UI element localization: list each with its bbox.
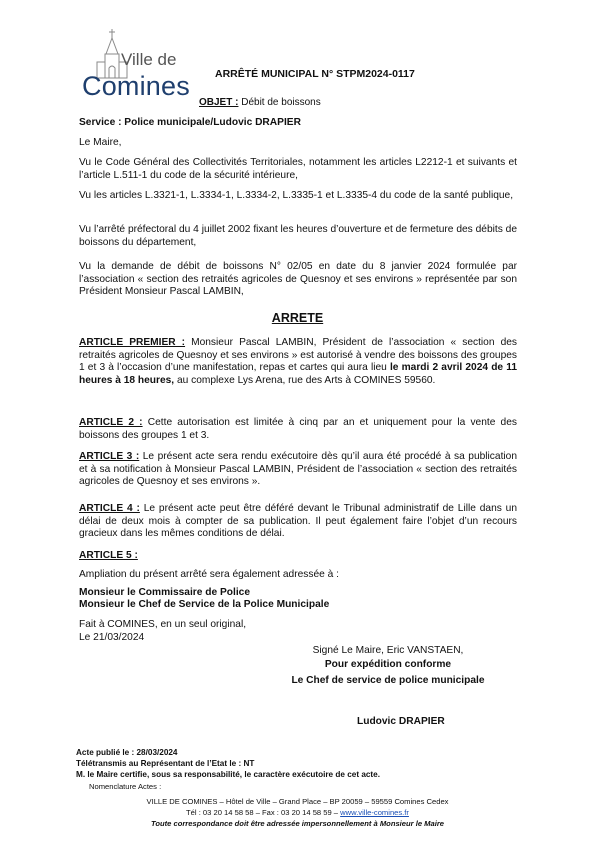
recipient: Monsieur le Chef de Service de la Police Municipale xyxy=(79,599,330,610)
ampliation-line: Ampliation du présent arrêté sera également adressée à : xyxy=(79,569,339,580)
footer-tel: Tél : 03 20 14 58 58 – Fax : 03 20 14 58 59 – xyxy=(186,808,341,817)
signature-name: Ludovic DRAPIER xyxy=(357,716,445,727)
vu-paragraph: Vu le Code Général des Collectivités Territoriales, notamment les articles L2212-1 et suivants et l’article L.511-1 du code de la sécurité intérieure, xyxy=(79,157,517,181)
salutation: Le Maire, xyxy=(79,137,122,148)
logo-ville-text: Ville de xyxy=(121,50,177,69)
article-2 xyxy=(79,417,517,442)
signature-signe: Signé Le Maire, Eric VANSTAEN, xyxy=(312,645,464,656)
footer-publie: Acte publié le : 28/03/2024 xyxy=(76,748,178,757)
logo-comines-text: Comines xyxy=(82,71,190,101)
arrete-heading: ARRETE xyxy=(271,311,324,325)
recipient: Monsieur le Commissaire de Police xyxy=(79,587,250,598)
article-5 xyxy=(79,550,517,563)
article-4 xyxy=(79,503,517,541)
article-1-label: ARTICLE PREMIER : xyxy=(79,337,186,348)
footer-certifie: M. le Maire certifie, sous sa responsabilité, le caractère exécutoire de cet acte. xyxy=(76,770,380,779)
footer-correspondance: Toute correspondance doit être adressée impersonnellement à Monsieur le Maire xyxy=(150,819,444,828)
signature-chef: Le Chef de service de police municipale xyxy=(291,675,485,686)
objet-label: OBJET : xyxy=(199,97,239,108)
article-1-text: Monsieur Pascal LAMBIN, Président de l’association « section des retraités agricoles de Quesnoy et ses environs » est autorisé à vendre des boissons des groupes 1 et 3 à l’occasion d’une manifestation, repas et cartes qui aura lieu xyxy=(79,337,517,374)
vu-paragraph: Vu l’arrêté préfectoral du 4 juillet 2002 fixant les heures d’ouverture et de fermeture des débits de boissons du département, xyxy=(79,224,517,248)
fait-line: Fait à COMINES, en un seul original, xyxy=(79,619,247,630)
vu-paragraph: Vu la demande de débit de boissons N° 02/05 en date du 8 janvier 2024 formulée par l’association « section des retraités agricoles de Quesnoy et ses environs » représentée par son Président Monsieur Pascal LAMBIN, xyxy=(79,261,517,298)
document-title: ARRÊTÉ MUNICIPAL N° STPM2024-0117 xyxy=(215,68,415,80)
article-2-label: ARTICLE 2 : xyxy=(79,417,143,428)
vu-paragraph: Vu les articles L.3321-1, L.3334-1, L.3334-2, L.3335-1 et L.3335-4 du code de la santé publique, xyxy=(79,190,514,201)
footer-address: VILLE DE COMINES – Hôtel de Ville – Grand Place – BP 20059 – 59559 Comines Cedex xyxy=(146,797,449,806)
article-1-date: le mardi 2 avril 2024 de 11 heures à 18 heures, xyxy=(79,362,517,386)
service-line: Service : Police municipale/Ludovic DRAPIER xyxy=(79,117,301,128)
footer-teletransmis: Télétransmis au Représentant de l’Etat le : NT xyxy=(76,759,255,768)
article-5-label: ARTICLE 5 : xyxy=(79,550,138,561)
comines-logo xyxy=(80,28,195,108)
article-4-label: ARTICLE 4 : xyxy=(79,503,140,514)
article-4-text: Le présent acte peut être déféré devant le Tribunal administratif de Lille dans un délai de deux mois à compter de sa publication. Il peut également faire l’objet d’un recours gracieux dans les mêmes conditions de délai. xyxy=(79,503,517,540)
article-1-text-end: au complexe Lys Arena, rue des Arts à COMINES 59560. xyxy=(174,374,436,386)
objet-line xyxy=(199,97,321,110)
footer-nomenclature: Nomenclature Actes : xyxy=(89,782,162,791)
signature-pour: Pour expédition conforme xyxy=(324,659,452,670)
article-2-text: Cette autorisation est limitée à cinq par an et uniquement pour la vente des boissons des groupes 1 et 3. xyxy=(79,417,517,441)
objet-text: Débit de boissons xyxy=(238,97,321,108)
date-line: Le 21/03/2024 xyxy=(79,632,145,643)
article-3 xyxy=(79,451,517,489)
footer-contact xyxy=(0,808,595,818)
article-3-label: ARTICLE 3 : xyxy=(79,451,140,462)
article-3-text: Le présent acte sera rendu exécutoire dès qu’il aura été procédé à sa publication et à sa notification à Monsieur Pascal LAMBIN, Président de l’association « section des retraités agricoles de Quesnoy et ses environs ». xyxy=(79,451,517,488)
website-link[interactable]: www.ville-comines.fr xyxy=(340,808,409,817)
article-1 xyxy=(79,337,517,387)
